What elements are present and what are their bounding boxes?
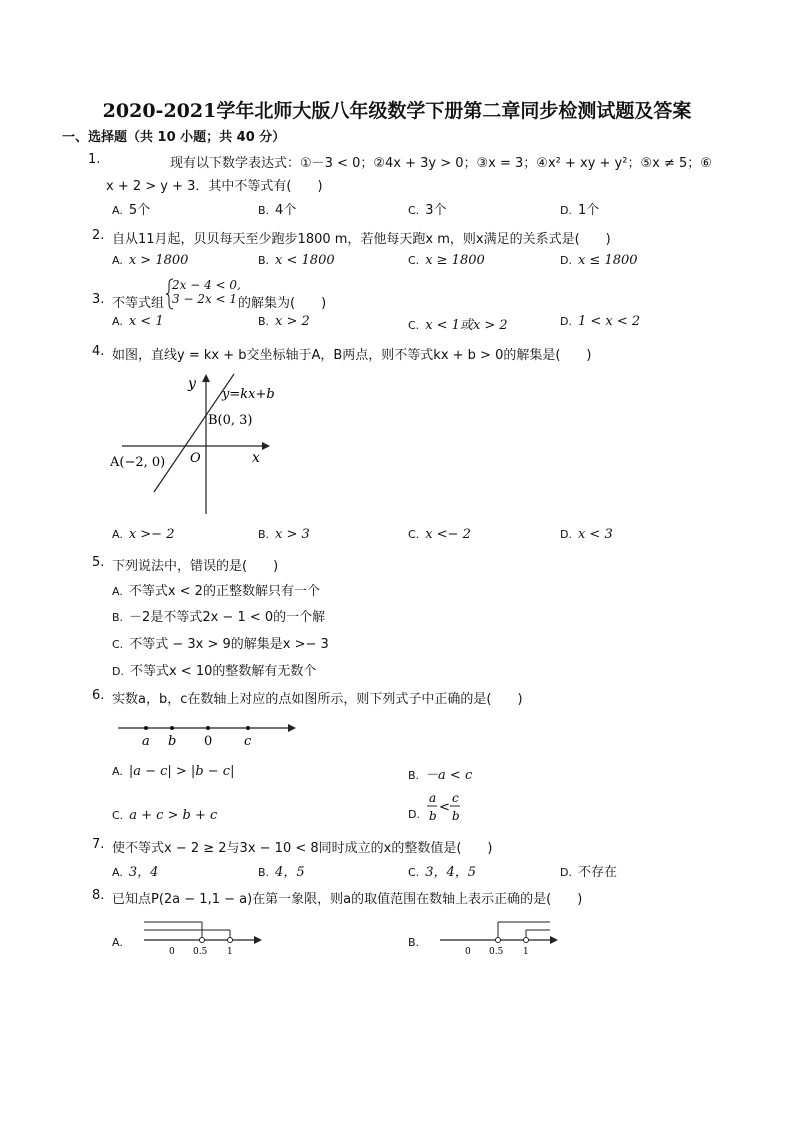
option-d[interactable]: D. 1 < x < 2 (560, 314, 641, 329)
option-b[interactable]: B. (408, 936, 420, 949)
question-stem: 使不等式x − 2 ≥ 2与3x − 10 < 8同时成立的x的整数值是( ) (112, 841, 493, 856)
number-line-arrow-icon (550, 936, 558, 944)
option-b[interactable]: B. －2是不等式2x − 1 < 0的一个解 (112, 610, 326, 625)
point-b-label: B(0, 3) (208, 413, 253, 428)
point-c (246, 726, 250, 730)
point-b (170, 726, 174, 730)
y-axis-arrow-icon (202, 374, 210, 382)
tick-label: 0 (169, 947, 175, 957)
option-d[interactable]: D. 不等式x < 10的整数解有无数个 (112, 664, 317, 679)
fraction-a-numerator: a (429, 791, 437, 805)
option-c[interactable]: C. 3，4，5 (408, 865, 477, 880)
page-title: 2020-2021学年北师大版八年级数学下册第二章同步检测试题及答案 (102, 100, 692, 122)
label-b: b (168, 734, 177, 749)
option-a[interactable]: A. x > 1800 (112, 253, 189, 268)
y-axis-label: y (188, 376, 196, 392)
question-stem-suffix: 的解集为( ) (238, 296, 327, 311)
option-b[interactable]: B. 4，5 (258, 865, 305, 880)
tick-label: 1 (523, 947, 529, 957)
open-point (228, 938, 233, 943)
option-c[interactable]: C. x <− 2 (408, 527, 471, 542)
question-number: 8. (92, 888, 105, 903)
question-stem: 现有以下数学表达式：①－3 < 0；②4x + 3y > 0；③x = 3；④x² + xy + y²；⑤x ≠ 5；⑥ (170, 156, 712, 171)
option-d[interactable]: D. x ≤ 1800 (560, 253, 638, 268)
option-a[interactable]: A. |a − c| > |b − c| (112, 764, 235, 779)
tick-label: 1 (227, 947, 233, 957)
option-a[interactable]: A. 不等式x < 2的正整数解只有一个 (112, 584, 320, 599)
option-d[interactable]: D. 1个 (560, 203, 600, 218)
question-stem: 自从11月起，贝贝每天至少跑步1800 m，若他每天跑x m，则x满足的关系式是( ) (112, 232, 611, 247)
option-b[interactable]: B. 4个 (258, 203, 297, 218)
question-number: 3. (92, 292, 105, 307)
question-stem: 下列说法中，错误的是( ) (112, 559, 279, 574)
label-zero: 0 (204, 734, 213, 749)
origin-label: O (190, 451, 201, 466)
fraction-inequality (426, 790, 466, 826)
question-number: 1. (88, 152, 101, 167)
question-stem: 已知点P(2a − 1,1 − a)在第一象限，则a的取值范围在数轴上表示正确的是( ) (112, 892, 583, 907)
number-line-arrow-icon (254, 936, 262, 944)
number-line-arrow-icon (288, 724, 296, 732)
option-a[interactable]: A. x >− 2 (112, 527, 175, 542)
system-line-2: 3 − 2x < 1 (172, 292, 238, 306)
option-c[interactable]: C. 3个 (408, 203, 447, 218)
option-c[interactable]: C. a + c > b + c (112, 808, 218, 823)
option-c[interactable]: C. x ≥ 1800 (408, 253, 485, 268)
fraction-b-denominator: b (429, 809, 437, 823)
option-d[interactable]: D. 不存在 (560, 865, 617, 880)
option-c[interactable]: C. x < 1或x > 2 (408, 318, 508, 333)
less-than-sign: < (439, 800, 450, 815)
option-a[interactable]: A. x < 1 (112, 314, 164, 329)
question-stem-continued: x + 2 > y + 3．其中不等式有( ) (106, 179, 323, 194)
open-point (524, 938, 529, 943)
question-stem-prefix: 不等式组 (112, 296, 165, 311)
tick-label: 0.5 (193, 947, 208, 957)
option-b[interactable]: B. x > 2 (258, 314, 310, 329)
number-line-figure (112, 716, 302, 750)
question-number: 2. (92, 228, 105, 243)
open-point (496, 938, 501, 943)
label-a: a (142, 734, 150, 749)
tick-label: 0.5 (489, 947, 504, 957)
section-heading: 一、选择题（共 10 小题；共 40 分） (62, 130, 286, 145)
line-graph-figure (100, 370, 280, 520)
option-d[interactable]: D. x < 3 (560, 527, 613, 542)
x-axis-label: x (252, 450, 260, 466)
line-label: y=kx+b (222, 387, 275, 402)
question-stem: 实数a，b，c在数轴上对应的点如图所示，则下列式子中正确的是( ) (112, 692, 523, 707)
question-number: 7. (92, 837, 105, 852)
point-a-label: A(−2, 0) (110, 455, 166, 470)
label-c: c (244, 734, 252, 749)
point-a (144, 726, 148, 730)
tick-label: 0 (465, 947, 471, 957)
question-stem: 如图，直线y = kx + b交坐标轴于A，B两点，则不等式kx + b > 0的解集是( ) (112, 348, 592, 363)
system-line-1: 2x − 4 < 0, (172, 278, 241, 292)
x-axis-arrow-icon (262, 442, 270, 450)
fraction-c-numerator: c (452, 791, 459, 805)
open-point (200, 938, 205, 943)
question-number: 6. (92, 688, 105, 703)
question-number: 5. (92, 555, 105, 570)
point-zero (206, 726, 210, 730)
option-b-number-line (436, 914, 560, 958)
option-b[interactable]: B. －a < c (408, 768, 473, 783)
question-number: 4. (92, 344, 105, 359)
option-a-number-line (140, 914, 264, 958)
option-a[interactable]: A. 5个 (112, 203, 151, 218)
option-c[interactable]: C. 不等式 − 3x > 9的解集是x >− 3 (112, 637, 329, 652)
fraction-b-denominator: b (452, 809, 460, 823)
option-b[interactable]: B. x > 3 (258, 527, 310, 542)
option-a[interactable]: A. 3，4 (112, 865, 159, 880)
option-a[interactable]: A. (112, 936, 123, 949)
option-b[interactable]: B. x < 1800 (258, 253, 335, 268)
